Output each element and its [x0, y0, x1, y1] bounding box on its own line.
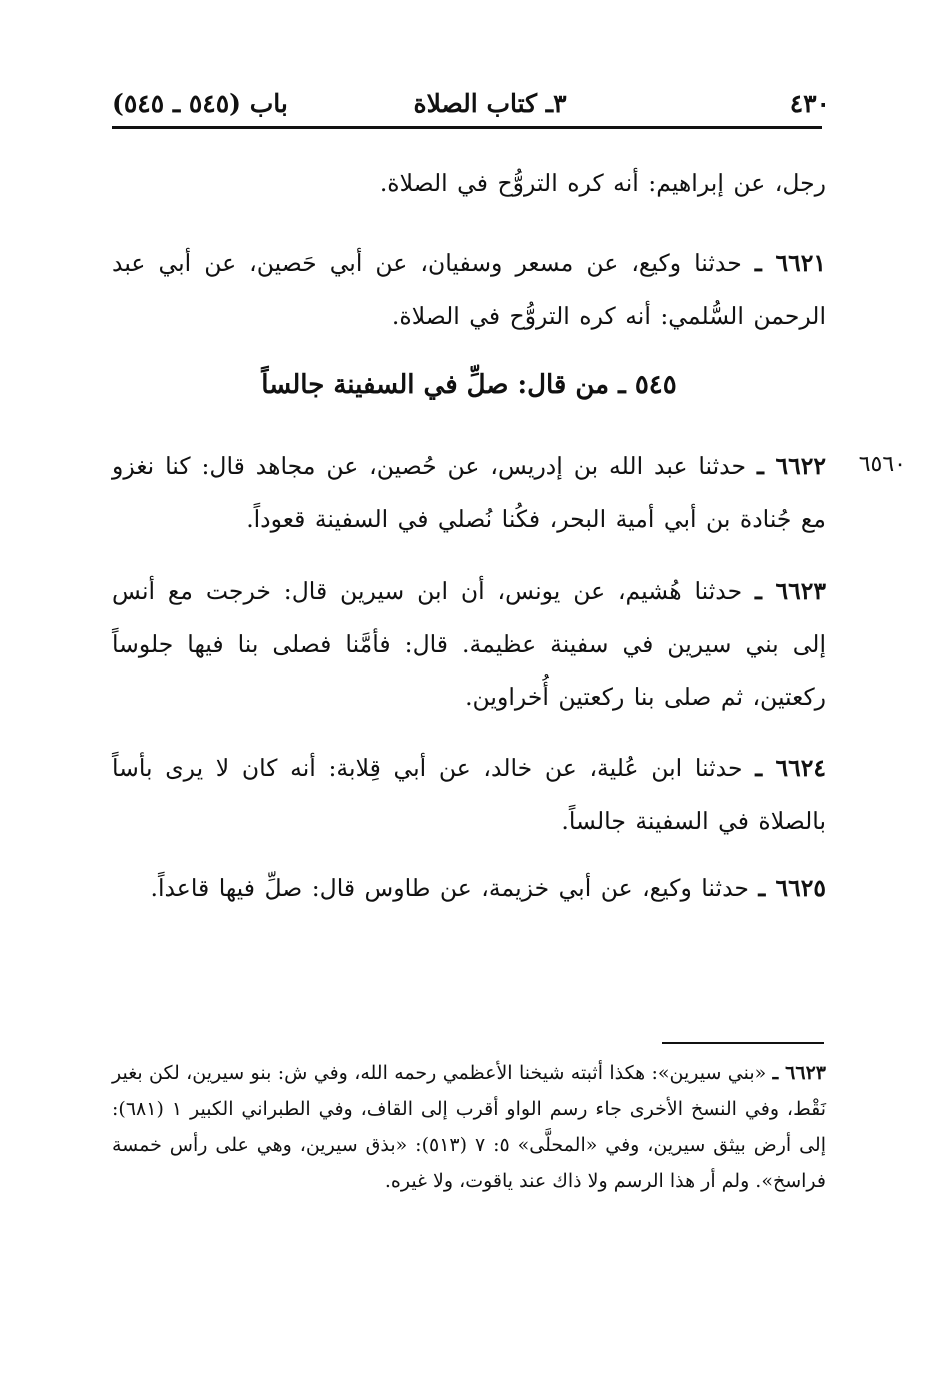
book-title: ٣ـ كتاب الصلاة — [413, 89, 567, 118]
footnote-rule — [662, 1042, 824, 1044]
header-rule — [112, 126, 822, 129]
hadith-text: حدثنا ابن عُلية، عن خالد، عن أبي قِلابة: أنه كان لا يرى بأساً بالصلاة في السفينة جالساً. — [112, 754, 826, 835]
continuation-paragraph — [112, 157, 826, 210]
chapter-range: باب (٥٤٥ ـ ٥٤٥) — [112, 89, 288, 118]
section-heading: ٥٤٥ ـ من قال: صلِّ في السفينة جالساً — [261, 370, 677, 400]
hadith-text: حدثنا وكيع، عن أبي خزيمة، عن طاوس قال: صلِّ فيها قاعداً. — [150, 874, 749, 902]
hadith-6625 — [112, 862, 826, 915]
footnote — [112, 1055, 826, 1199]
margin-reference: ٦٥٦٠ — [858, 452, 906, 477]
paragraph-text: رجل، عن إبراهيم: أنه كره التروُّح في الصلاة. — [379, 169, 826, 197]
footnote-number: ٦٦٢٣ ـ — [772, 1062, 826, 1084]
hadith-6624 — [112, 742, 826, 848]
hadith-number: ٦٦٢١ ـ — [754, 249, 826, 277]
footnote-text: «بني سيرين»: هكذا أثبته شيخنا الأعظمي رحمه الله، وفي ش: بنو سيرين، لكن بغير نَقْط، وفي النسخ الأخرى جاء رسم الواو أقرب إلى القاف، وفي الطبراني الكبير ١ (٦٨١): إلى أرض بيثق سيرين، وفي «المحلَّى» ٥: ٧ (٥١٣): «بذق سيرين، وهي على رأس خمسة فراسخ». ولم أر هذا الرسم ولا ذاك عند ياقوت، ولا غيره. — [112, 1062, 827, 1192]
hadith-6622 — [112, 440, 826, 546]
hadith-text: حدثنا عبد الله بن إدريس، عن حُصين، عن مجاهد قال: كنا نغزو مع جُنادة بن أبي أمية البحر، فكُنا نُصلي في السفينة قعوداً. — [112, 452, 826, 533]
page-number: ٤٣٠ — [789, 89, 830, 118]
hadith-number: ٦٦٢٣ ـ — [755, 577, 826, 605]
hadith-number: ٦٦٢٤ ـ — [755, 754, 826, 782]
hadith-number: ٦٦٢٢ ـ — [756, 452, 826, 480]
hadith-6621 — [112, 237, 826, 343]
hadith-number: ٦٦٢٥ ـ — [758, 874, 826, 902]
hadith-text: حدثنا وكيع، عن مسعر وسفيان، عن أبي حَصين، عن أبي عبد الرحمن السُّلمي: أنه كره التروُّح في الصلاة. — [112, 249, 826, 330]
hadith-6623 — [112, 565, 826, 724]
hadith-text: حدثنا هُشيم، عن يونس، أن ابن سيرين قال: خرجت مع أنس إلى بني سيرين في سفينة عظيمة. قال: فأمَّنا فصلى بنا فيها جلوساً ركعتين، ثم صلى بنا ركعتين أُخراوين. — [112, 577, 826, 711]
